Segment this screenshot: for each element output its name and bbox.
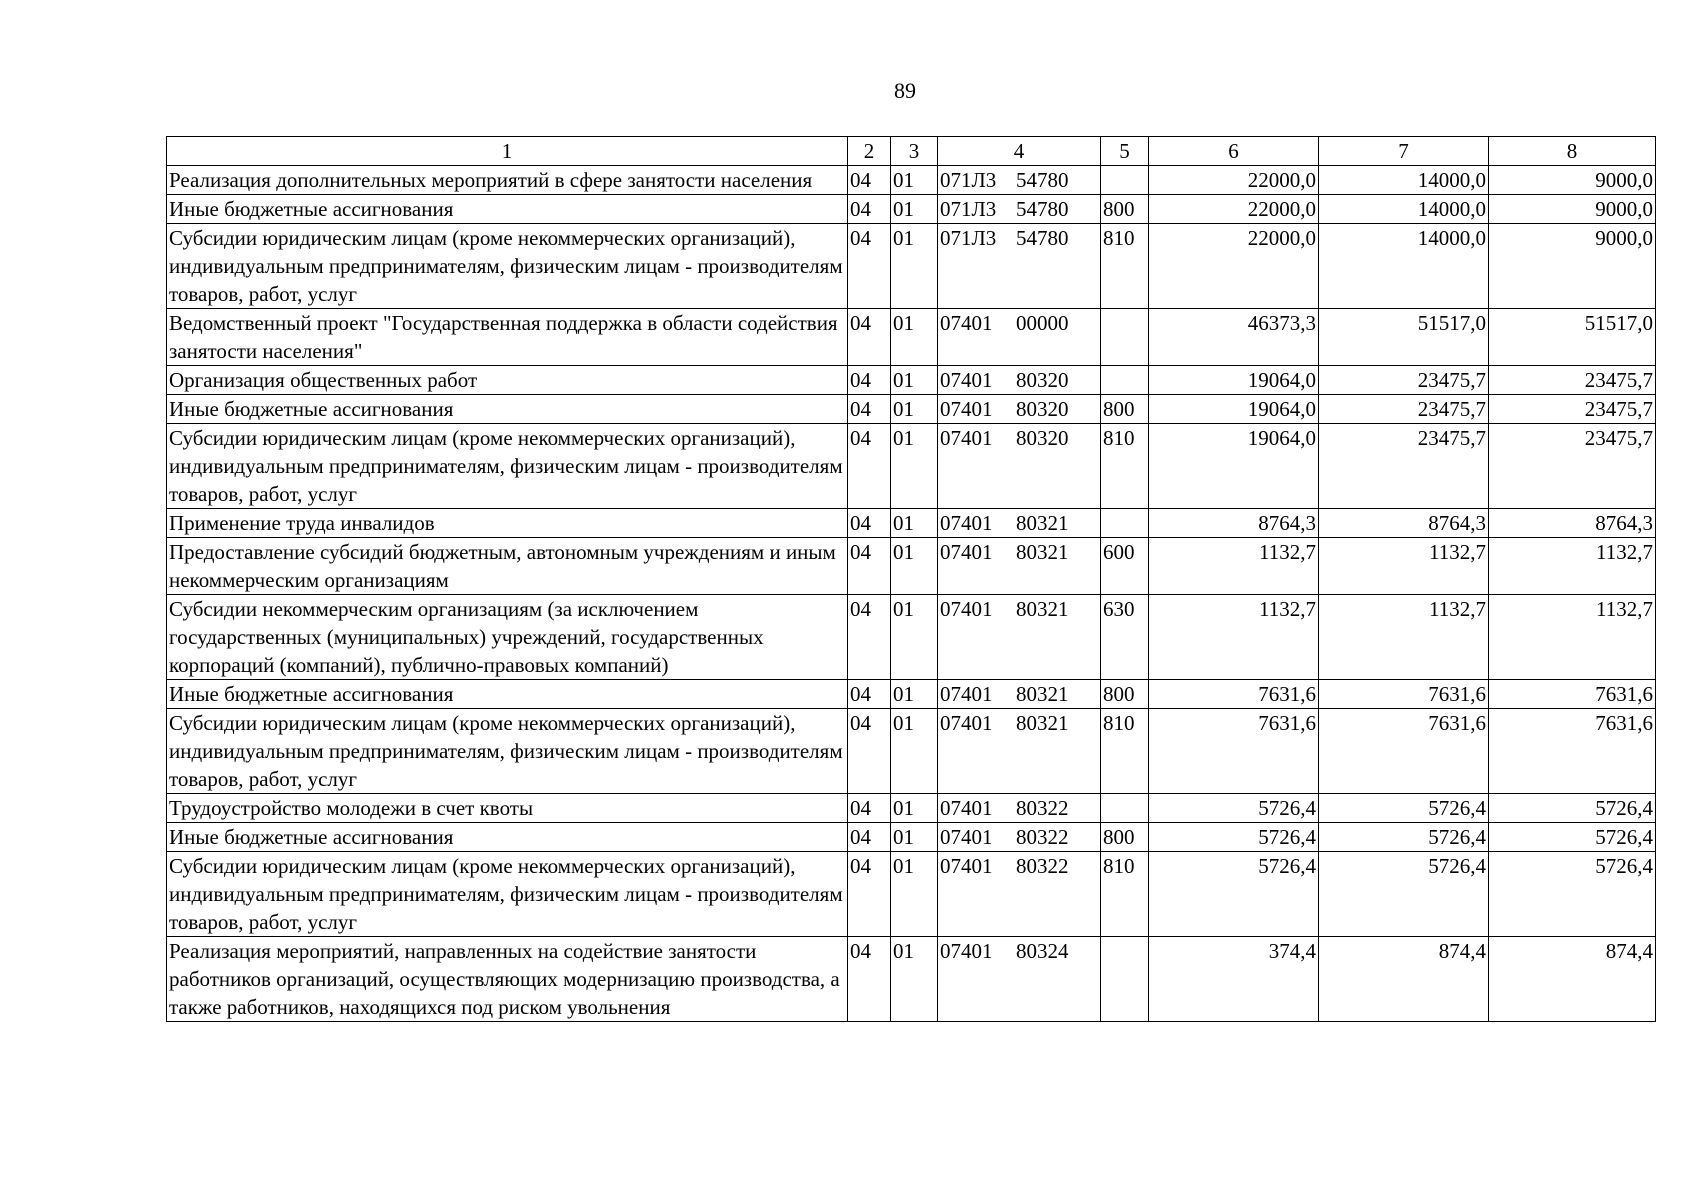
amount-col8-cell: 9000,0 [1489,166,1656,195]
section-code-cell: 04 [848,195,891,224]
target-article-cell [938,366,1101,395]
amount-col8-cell: 874,4 [1489,937,1656,1022]
table-row [167,366,1656,395]
table-row [167,823,1656,852]
target-article-direction-code: 80321 [1016,511,1069,535]
subsection-code-cell: 01 [891,680,938,709]
expense-type-cell: 810 [1101,424,1149,509]
target-article-program-code: 07401 [940,825,993,849]
expense-name-cell: Ведомственный проект "Государственная поддержка в области содействия занятости населения" [167,309,848,366]
table-row [167,195,1656,224]
table-row [167,509,1656,538]
expense-name-cell: Иные бюджетные ассигнования [167,395,848,424]
target-article-cell [938,709,1101,794]
subsection-code-cell: 01 [891,509,938,538]
target-article-cell [938,166,1101,195]
amount-col7-cell: 874,4 [1319,937,1489,1022]
expense-type-cell [1101,794,1149,823]
section-code-cell: 04 [848,309,891,366]
amount-col7-cell: 14000,0 [1319,224,1489,309]
amount-col7-cell: 7631,6 [1319,680,1489,709]
target-article-cell [938,424,1101,509]
subsection-code-cell: 01 [891,709,938,794]
amount-col8-cell: 7631,6 [1489,680,1656,709]
expense-name-cell: Субсидии юридическим лицам (кроме некоммерческих организаций), индивидуальным предпринимателям, физическим лицам - производителям товаров, работ, услуг [167,224,848,309]
amount-col7-cell: 5726,4 [1319,852,1489,937]
subsection-code-cell: 01 [891,166,938,195]
target-article-cell [938,309,1101,366]
expense-name-cell: Субсидии юридическим лицам (кроме некоммерческих организаций), индивидуальным предпринимателям, физическим лицам - производителям товаров, работ, услуг [167,424,848,509]
expense-name-cell: Трудоустройство молодежи в счет квоты [167,794,848,823]
target-article-program-code: 07401 [940,711,993,735]
column-header-2: 2 [848,137,891,166]
expense-type-cell: 800 [1101,680,1149,709]
expense-name-cell: Организация общественных работ [167,366,848,395]
target-article-direction-code: 80320 [1016,368,1069,392]
section-code-cell: 04 [848,709,891,794]
target-article-cell [938,595,1101,680]
table-row [167,937,1656,1022]
amount-col7-cell: 23475,7 [1319,424,1489,509]
table-row [167,395,1656,424]
table-row [167,709,1656,794]
amount-col8-cell: 9000,0 [1489,195,1656,224]
subsection-code-cell: 01 [891,195,938,224]
amount-col6-cell: 7631,6 [1149,680,1319,709]
amount-col7-cell: 7631,6 [1319,709,1489,794]
subsection-code-cell: 01 [891,538,938,595]
subsection-code-cell: 01 [891,424,938,509]
expense-type-cell: 800 [1101,395,1149,424]
amount-col6-cell: 7631,6 [1149,709,1319,794]
target-article-direction-code: 80322 [1016,825,1069,849]
amount-col6-cell: 1132,7 [1149,538,1319,595]
section-code-cell: 04 [848,509,891,538]
amount-col8-cell: 23475,7 [1489,395,1656,424]
table-row [167,166,1656,195]
expense-name-cell: Иные бюджетные ассигнования [167,680,848,709]
expense-type-cell [1101,309,1149,366]
expense-name-cell: Реализация дополнительных мероприятий в сфере занятости населения [167,166,848,195]
target-article-program-code: 07401 [940,540,993,564]
target-article-program-code: 07401 [940,311,993,335]
amount-col7-cell: 5726,4 [1319,823,1489,852]
amount-col8-cell: 5726,4 [1489,794,1656,823]
amount-col8-cell: 5726,4 [1489,823,1656,852]
target-article-cell [938,395,1101,424]
section-code-cell: 04 [848,166,891,195]
target-article-cell [938,937,1101,1022]
target-article-direction-code: 80322 [1016,796,1069,820]
amount-col7-cell: 1132,7 [1319,595,1489,680]
expense-name-cell: Иные бюджетные ассигнования [167,823,848,852]
subsection-code-cell: 01 [891,366,938,395]
target-article-direction-code: 80321 [1016,682,1069,706]
column-header-8: 8 [1489,137,1656,166]
amount-col6-cell: 8764,3 [1149,509,1319,538]
amount-col8-cell: 23475,7 [1489,424,1656,509]
section-code-cell: 04 [848,852,891,937]
target-article-cell [938,224,1101,309]
table-row [167,680,1656,709]
section-code-cell: 04 [848,794,891,823]
section-code-cell: 04 [848,823,891,852]
amount-col8-cell: 23475,7 [1489,366,1656,395]
amount-col8-cell: 7631,6 [1489,709,1656,794]
amount-col6-cell: 1132,7 [1149,595,1319,680]
target-article-cell [938,538,1101,595]
table-row [167,224,1656,309]
expense-name-cell: Субсидии юридическим лицам (кроме некоммерческих организаций), индивидуальным предпринимателям, физическим лицам - производителям товаров, работ, услуг [167,709,848,794]
column-header-1: 1 [167,137,848,166]
expense-type-cell: 800 [1101,195,1149,224]
target-article-direction-code: 80321 [1016,711,1069,735]
target-article-program-code: 07401 [940,796,993,820]
amount-col6-cell: 5726,4 [1149,794,1319,823]
target-article-cell [938,680,1101,709]
target-article-direction-code: 80321 [1016,540,1069,564]
amount-col7-cell: 14000,0 [1319,195,1489,224]
target-article-cell [938,852,1101,937]
amount-col7-cell: 1132,7 [1319,538,1489,595]
column-header-4: 4 [938,137,1101,166]
expense-name-cell: Субсидии некоммерческим организациям (за исключением государственных (муниципальных) учреждений, государственных корпораций (компаний), публично-правовых компаний) [167,595,848,680]
column-header-7: 7 [1319,137,1489,166]
subsection-code-cell: 01 [891,595,938,680]
section-code-cell: 04 [848,424,891,509]
target-article-direction-code: 54780 [1016,197,1069,221]
amount-col8-cell: 1132,7 [1489,595,1656,680]
page-number: 89 [894,78,916,103]
section-code-cell: 04 [848,937,891,1022]
amount-col6-cell: 22000,0 [1149,224,1319,309]
column-header-6: 6 [1149,137,1319,166]
target-article-direction-code: 54780 [1016,226,1069,250]
target-article-direction-code: 00000 [1016,311,1069,335]
amount-col6-cell: 22000,0 [1149,166,1319,195]
column-header-5: 5 [1101,137,1149,166]
subsection-code-cell: 01 [891,309,938,366]
subsection-code-cell: 01 [891,395,938,424]
target-article-program-code: 07401 [940,426,993,450]
table-row [167,794,1656,823]
expense-type-cell: 810 [1101,709,1149,794]
section-code-cell: 04 [848,224,891,309]
expense-type-cell [1101,937,1149,1022]
expense-name-cell: Субсидии юридическим лицам (кроме некоммерческих организаций), индивидуальным предпринимателям, физическим лицам - производителям товаров, работ, услуг [167,852,848,937]
section-code-cell: 04 [848,595,891,680]
amount-col6-cell: 46373,3 [1149,309,1319,366]
expense-type-cell: 810 [1101,224,1149,309]
target-article-program-code: 07401 [940,368,993,392]
target-article-program-code: 07401 [940,397,993,421]
table-row [167,595,1656,680]
expense-type-cell: 600 [1101,538,1149,595]
expense-name-cell: Реализация мероприятий, направленных на содействие занятости работников организаций, осуществляющих модернизацию производства, а также работников, находящихся под риском увольнения [167,937,848,1022]
table-row [167,852,1656,937]
target-article-cell [938,823,1101,852]
target-article-program-code: 07401 [940,597,993,621]
target-article-program-code: 07401 [940,939,993,963]
section-code-cell: 04 [848,680,891,709]
target-article-cell [938,509,1101,538]
expense-type-cell: 630 [1101,595,1149,680]
target-article-direction-code: 54780 [1016,168,1069,192]
target-article-direction-code: 80320 [1016,397,1069,421]
expense-name-cell: Иные бюджетные ассигнования [167,195,848,224]
section-code-cell: 04 [848,395,891,424]
expense-name-cell: Предоставление субсидий бюджетным, автономным учреждениям и иным некоммерческим организациям [167,538,848,595]
amount-col7-cell: 8764,3 [1319,509,1489,538]
target-article-cell [938,794,1101,823]
target-article-program-code: 071Л3 [940,197,997,221]
subsection-code-cell: 01 [891,823,938,852]
target-article-direction-code: 80324 [1016,939,1069,963]
amount-col7-cell: 51517,0 [1319,309,1489,366]
expense-type-cell [1101,166,1149,195]
section-code-cell: 04 [848,538,891,595]
subsection-code-cell: 01 [891,937,938,1022]
target-article-program-code: 07401 [940,682,993,706]
amount-col8-cell: 8764,3 [1489,509,1656,538]
subsection-code-cell: 01 [891,224,938,309]
target-article-program-code: 071Л3 [940,226,997,250]
amount-col8-cell: 1132,7 [1489,538,1656,595]
amount-col7-cell: 23475,7 [1319,366,1489,395]
table-row [167,424,1656,509]
amount-col6-cell: 19064,0 [1149,424,1319,509]
subsection-code-cell: 01 [891,852,938,937]
target-article-direction-code: 80322 [1016,854,1069,878]
target-article-direction-code: 80321 [1016,597,1069,621]
target-article-program-code: 07401 [940,854,993,878]
expense-type-cell: 810 [1101,852,1149,937]
expense-type-cell [1101,366,1149,395]
amount-col7-cell: 14000,0 [1319,166,1489,195]
target-article-program-code: 07401 [940,511,993,535]
header-row [167,137,1656,166]
amount-col6-cell: 19064,0 [1149,395,1319,424]
section-code-cell: 04 [848,366,891,395]
amount-col6-cell: 19064,0 [1149,366,1319,395]
expense-name-cell: Применение труда инвалидов [167,509,848,538]
expense-type-cell [1101,509,1149,538]
amount-col6-cell: 374,4 [1149,937,1319,1022]
subsection-code-cell: 01 [891,794,938,823]
target-article-program-code: 071Л3 [940,168,997,192]
amount-col6-cell: 22000,0 [1149,195,1319,224]
amount-col6-cell: 5726,4 [1149,823,1319,852]
table-row [167,309,1656,366]
budget-table [166,136,1656,1022]
amount-col7-cell: 5726,4 [1319,794,1489,823]
amount-col8-cell: 51517,0 [1489,309,1656,366]
amount-col6-cell: 5726,4 [1149,852,1319,937]
column-header-3: 3 [891,137,938,166]
target-article-cell [938,195,1101,224]
amount-col8-cell: 5726,4 [1489,852,1656,937]
expense-type-cell: 800 [1101,823,1149,852]
amount-col7-cell: 23475,7 [1319,395,1489,424]
amount-col8-cell: 9000,0 [1489,224,1656,309]
table-row [167,538,1656,595]
target-article-direction-code: 80320 [1016,426,1069,450]
